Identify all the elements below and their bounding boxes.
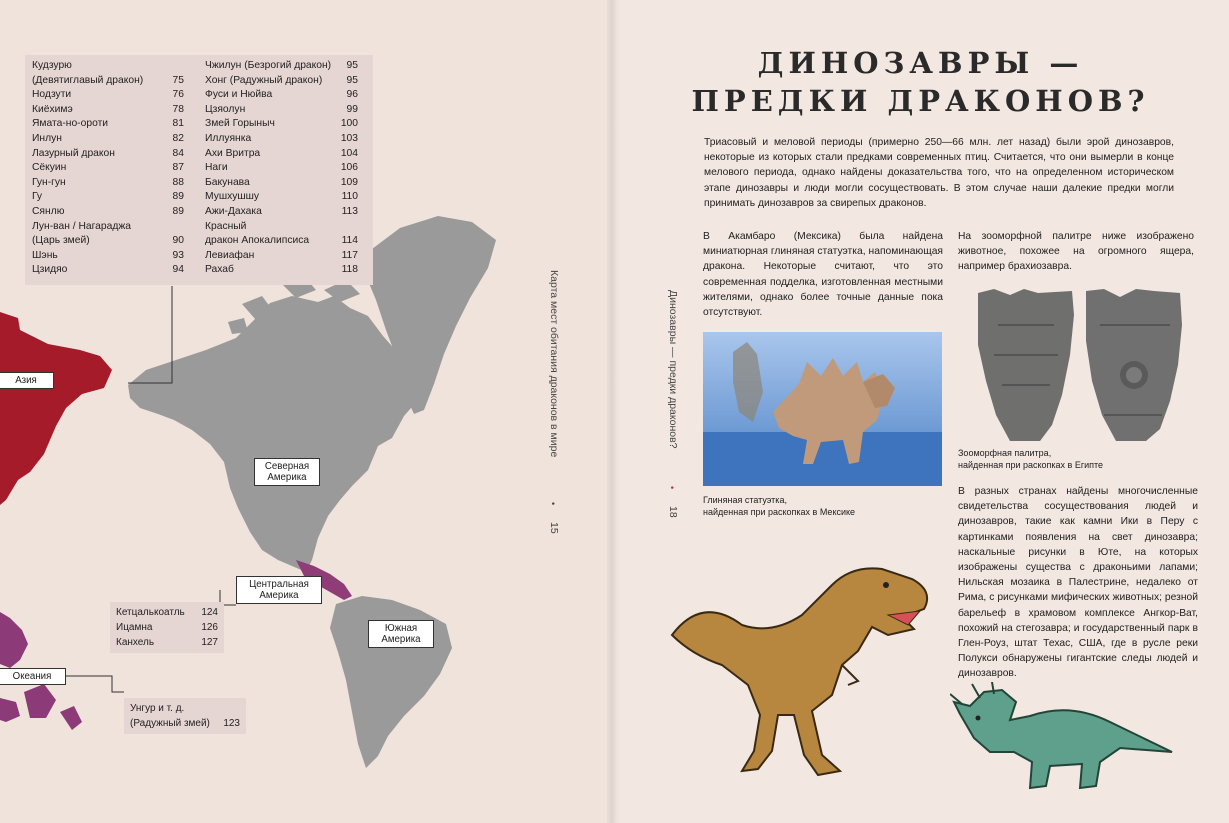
entry-page	[166, 59, 184, 74]
central-america-label: Центральная Америка	[236, 576, 322, 604]
entry-page: 93	[172, 249, 184, 261]
index-entry	[32, 117, 184, 132]
left-bullet: •	[548, 502, 558, 506]
entry-name: Кетцалькоатль	[116, 607, 185, 618]
index-entry	[116, 620, 218, 635]
page-title	[612, 44, 1229, 120]
entry-name: Сянлю	[32, 205, 65, 217]
index-entry	[205, 147, 358, 162]
entry-name: Гун-гун	[32, 176, 66, 188]
entry-name: Чжилун (Безрогий дракон)	[205, 60, 332, 71]
entry-name: Рахаб	[205, 264, 234, 276]
index-entry	[32, 132, 184, 147]
index-entry	[32, 205, 184, 220]
entry-page: 94	[172, 264, 184, 276]
index-entry	[32, 74, 184, 89]
entry-page: 88	[172, 176, 184, 188]
palette-caption-line-2: найденная при раскопках в Египте	[958, 459, 1104, 470]
dragon-index-box	[25, 55, 373, 285]
entry-page: 127	[201, 637, 218, 648]
entry-page	[222, 701, 240, 716]
entry-name: Левиафан	[205, 249, 255, 261]
index-entry	[205, 117, 358, 132]
entry-name: Фуси и Нюйва	[205, 89, 273, 101]
index-entry	[205, 59, 358, 74]
left-running-head: Карта мест обитания драконов в мире	[548, 270, 560, 458]
entry-page: 99	[346, 103, 358, 115]
entry-name: Хонг (Радужный дракон)	[205, 74, 323, 86]
asia-label: Азия	[0, 372, 54, 389]
entry-page: 95	[346, 60, 358, 71]
entry-name: Змей Горыныч	[205, 118, 275, 130]
index-column-1	[32, 59, 184, 278]
oceania-dragon-list	[124, 698, 246, 734]
index-entry	[32, 176, 184, 191]
entry-name: Ямата-но-ороти	[32, 118, 109, 130]
entry-name: Унгур и т. д.	[130, 703, 185, 714]
entry-name: (Радужный змей)	[130, 718, 210, 729]
entry-page: 109	[340, 176, 358, 188]
entry-name: Ицамна	[116, 622, 153, 633]
entry-name: Канхель	[116, 637, 155, 648]
entry-page: 90	[172, 235, 184, 247]
entry-page: 100	[340, 118, 358, 130]
entry-name: Инлун	[32, 132, 62, 144]
central-america-dragon-list	[110, 602, 224, 653]
palette-caption	[958, 448, 1103, 471]
right-page-number: 18	[667, 506, 679, 518]
index-entry	[205, 88, 358, 103]
entry-page: 96	[346, 89, 358, 101]
index-entry	[32, 59, 184, 74]
entry-page: 87	[172, 162, 184, 174]
index-entry	[205, 234, 358, 249]
entry-name: Нодзути	[32, 89, 72, 101]
entry-name: Шэнь	[32, 249, 58, 261]
index-entry	[205, 220, 358, 235]
book-spine-shadow	[606, 0, 620, 823]
entry-name: Иллуянка	[205, 132, 252, 144]
figurine-photo	[703, 332, 942, 486]
entry-name: Цзяолун	[205, 103, 246, 115]
entry-name: Цзидяо	[32, 264, 68, 276]
asia-region	[0, 312, 112, 505]
entry-name: (Девятиглавый дракон)	[32, 74, 144, 86]
entry-page	[166, 220, 184, 235]
index-entry	[205, 249, 358, 264]
entry-page: 89	[172, 205, 184, 217]
left-page	[0, 0, 612, 823]
index-entry	[116, 635, 218, 650]
palette-paragraph: На зооморфной палитре ниже изображено животное, похожее на огромного ящера, например брахиозавра.	[958, 231, 1194, 273]
entry-page: 106	[340, 162, 358, 174]
trex-illustration	[662, 555, 942, 785]
index-entry	[32, 103, 184, 118]
entry-page: 75	[172, 74, 184, 86]
index-entry	[205, 205, 358, 220]
index-entry	[205, 161, 358, 176]
index-entry	[32, 190, 184, 205]
index-entry	[32, 161, 184, 176]
entry-page: 110	[341, 191, 358, 203]
left-page-number: 15	[548, 522, 560, 534]
entry-name: Кудзурю	[32, 60, 72, 71]
entry-name: Лазурный дракон	[32, 147, 115, 159]
entry-page: 126	[201, 622, 218, 633]
right-page	[612, 0, 1229, 823]
entry-page: 82	[172, 132, 184, 144]
entry-page: 84	[172, 147, 184, 159]
figurine-paragraph: В Акамбаро (Мексика) была найдена миниатюрная глиняная статуэтка, напоминающая дракона. Некоторые считают, что это современная подделка, изготовленная местными жителями, однако более точные данные пока отсутствуют.	[703, 231, 943, 319]
palette-photo	[974, 285, 1188, 443]
index-entry	[205, 263, 358, 278]
entry-name: (Царь змей)	[32, 235, 90, 247]
index-entry	[130, 716, 240, 731]
entry-page: 76	[172, 89, 184, 101]
index-entry	[130, 701, 240, 716]
entry-page: 95	[346, 74, 358, 86]
figurine-caption	[703, 495, 855, 518]
entry-name: Сёкуин	[32, 162, 67, 174]
entry-page: 81	[172, 118, 184, 130]
index-entry	[32, 234, 184, 249]
entry-name: дракон Апокалипсиса	[205, 235, 310, 247]
north-america-label: Северная Америка	[254, 458, 320, 486]
entry-page: 117	[341, 249, 358, 261]
index-entry	[205, 190, 358, 205]
index-entry	[205, 176, 358, 191]
entry-name: Ажи-Дахака	[205, 205, 262, 217]
index-entry	[32, 263, 184, 278]
index-entry	[116, 605, 218, 620]
entry-page	[340, 220, 358, 235]
entry-page: 89	[172, 191, 184, 203]
palette-caption-line-1: Зооморфная палитра,	[958, 448, 1052, 458]
title-line-2: ПРЕДКИ ДРАКОНОВ?	[691, 84, 1150, 118]
triceratops-illustration	[950, 682, 1180, 794]
entry-page: 114	[341, 235, 358, 247]
index-entry	[205, 132, 358, 147]
entry-page: 124	[201, 607, 218, 618]
right-running-head: Динозавры — предки драконов?	[667, 290, 679, 449]
index-entry	[32, 147, 184, 162]
figurine-caption-line-1: Глиняная статуэтка,	[703, 495, 787, 505]
entry-name: Красный	[205, 220, 247, 232]
index-entry	[32, 249, 184, 264]
entry-name: Мушхушшу	[205, 191, 260, 203]
entry-page: 78	[172, 103, 184, 115]
index-entry	[32, 220, 184, 235]
index-entry	[32, 88, 184, 103]
intro-paragraph: Триасовый и меловой периоды (примерно 250—66 млн. лет назад) были эрой динозавров, некоторые из которых стали предками современных птиц. Считается, что они вымерли в конце мелового периода, однако найдены доказательства того, что на определенном историческом этапе динозавры и люди могли сосуществовать. В этом случае наши далекие предки могли принимать динозавров за свирепых драконов.	[704, 137, 1174, 209]
entry-name: Бакунава	[205, 176, 250, 188]
index-entry	[205, 103, 358, 118]
entry-page: 103	[340, 132, 358, 144]
south-america-label: Южная Америка	[368, 620, 434, 648]
entry-name: Ахи Вритра	[205, 147, 261, 159]
oceania-region	[0, 612, 28, 668]
entry-page: 113	[341, 205, 358, 217]
entry-name: Гу	[32, 191, 43, 203]
figurine-caption-line-2: найденная при раскопках в Мексике	[703, 506, 856, 517]
entry-name: Наги	[205, 162, 228, 174]
entry-page: 118	[341, 264, 358, 276]
title-line-1: ДИНОЗАВРЫ —	[757, 46, 1084, 80]
entry-page: 123	[223, 718, 240, 729]
index-column-2	[205, 59, 358, 278]
entry-page: 104	[340, 147, 358, 159]
entry-name: Лун-ван / Нагараджа	[32, 220, 131, 232]
entry-name: Киёхимэ	[32, 103, 73, 115]
oceania-label: Океания	[0, 668, 66, 685]
index-entry	[205, 74, 358, 89]
right-bullet: •	[667, 486, 677, 490]
evidence-paragraph: В разных странах найдены многочисленные свидетельства сосуществования людей и динозавров, такие как камни Ики в Перу с картинками появления на свет динозавра; наскальные рисунки в Юте, на которых изображены существа с драконьими лапами; Нильская мозаика в Палестрине, недалеко от Рима, с рисунками мифических животных; резной барельеф в храмовом комплексе Ангкор-Ват, похожий на стегозавра; и государственный парк в Глен-Роуз, штат Техас, США, где в русле реки Полукси обнаружены гигантские следы людей и динозавров.	[958, 486, 1198, 680]
